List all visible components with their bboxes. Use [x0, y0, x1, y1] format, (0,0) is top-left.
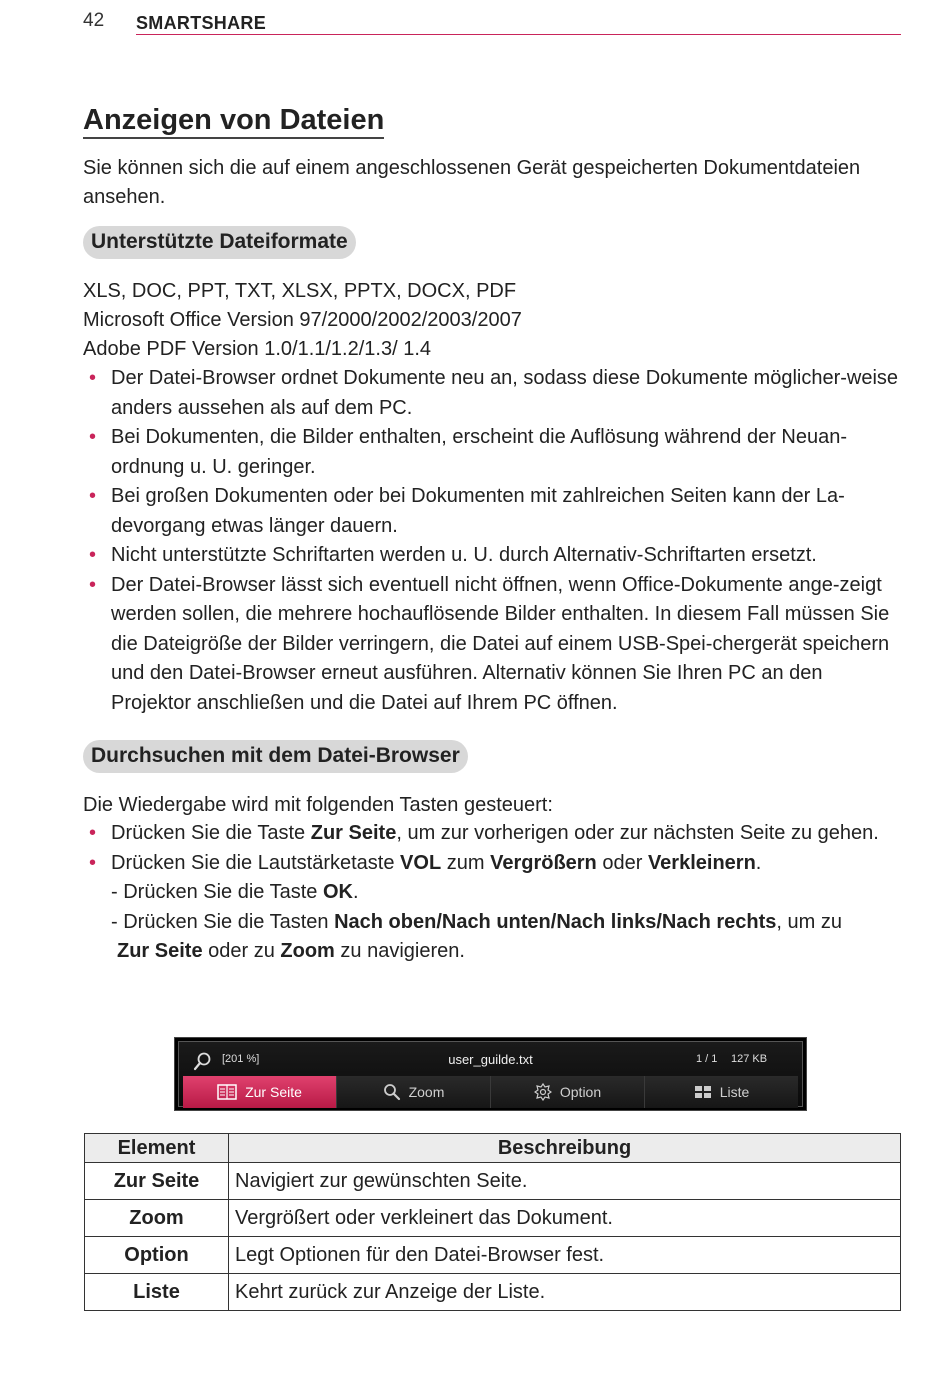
- magnifier-icon: [383, 1083, 401, 1101]
- bullet-icon: •: [89, 367, 97, 389]
- table-header-row: [85, 1134, 901, 1163]
- element-cell: Liste: [85, 1274, 229, 1311]
- column-header: Element: [85, 1134, 229, 1163]
- element-table: [84, 1133, 901, 1311]
- tab-label: Zoom: [408, 1084, 445, 1100]
- text: Drücken Sie die Taste: [111, 822, 311, 844]
- text: - Drücken Sie die Tasten: [111, 910, 335, 933]
- key-name: Zur Seite: [117, 940, 203, 962]
- bullet-icon: •: [89, 426, 97, 448]
- text: , um zu: [776, 910, 842, 933]
- page-header: [83, 10, 901, 36]
- control-item: [83, 849, 901, 967]
- note-text: Der Datei-Browser lässt sich eventuell nicht öffnen, wenn Office-Dokumente ange-zeigt werden sollen, die mehrere hochauflösende Bilder enthalten. In diesem Fall müssen Sie die Dateigröße der Bilder verringern, die Datei auf einem USB-Spei-chergerät speichern und den Datei-Browser erneut ausführen. Alternativ können Sie Ihren PC an den Projektor anschließen und die Datei auf Ihrem PC öffnen.: [111, 573, 890, 714]
- controls-list: [83, 819, 901, 967]
- osd-tab-bar: [183, 1076, 798, 1108]
- intro-text: Sie können sich die auf einem angeschlossenen Gerät gespeicherten Dokumentdateien ansehen.: [83, 157, 861, 208]
- tab-zoom[interactable]: [336, 1076, 490, 1108]
- key-name: VOL: [400, 851, 442, 874]
- note-text: Nicht unterstützte Schriftarten werden u. U. durch Alternativ-Schriftarten ersetzt.: [111, 544, 817, 566]
- page-number: 42: [83, 10, 105, 31]
- text: .: [352, 881, 359, 903]
- control-subline: [111, 937, 901, 967]
- key-name: Nach oben/Nach unten/Nach links/Nach rechts: [334, 910, 777, 933]
- table-row: [85, 1274, 901, 1311]
- bullet-icon: •: [89, 851, 97, 874]
- file-name: user_guilde.txt: [448, 1052, 533, 1067]
- control-subline: [111, 908, 901, 938]
- note-item: [83, 571, 901, 719]
- formats-list: [83, 277, 901, 364]
- element-cell: Zur Seite: [85, 1163, 229, 1200]
- tab-label: Option: [559, 1084, 602, 1100]
- key-name: Zoom: [280, 940, 335, 962]
- tab-option[interactable]: [490, 1076, 644, 1108]
- text: .: [755, 851, 762, 874]
- key-name: Zur Seite: [310, 822, 397, 844]
- tab-label: Zur Seite: [245, 1084, 302, 1100]
- tab-liste[interactable]: [644, 1076, 798, 1108]
- formats-line: XLS, DOC, PPT, TXT, XLSX, PPTX, DOCX, PDF: [83, 280, 517, 302]
- main-content: [83, 103, 901, 967]
- control-item: [83, 819, 901, 849]
- column-header: Beschreibung: [229, 1134, 901, 1163]
- bullet-icon: •: [89, 822, 97, 844]
- text: oder zu: [202, 940, 281, 962]
- formats-line: Adobe PDF Version 1.0/1.1/1.2/1.3/ 1.4: [83, 338, 432, 360]
- bullet-icon: •: [89, 573, 97, 596]
- table-row: [85, 1237, 901, 1274]
- section-name: SMARTSHARE: [136, 13, 267, 33]
- osd-panel: [178, 1041, 803, 1107]
- element-cell: Option: [85, 1237, 229, 1274]
- description-cell: Vergrößert oder verkleinert das Dokument.: [229, 1200, 901, 1237]
- text: Drücken Sie die Lautstärketaste: [111, 851, 401, 874]
- note-text: Der Datei-Browser ordnet Dokumente neu an, sodass diese Dokumente möglicher-weise anders aussehen als auf dem PC.: [111, 367, 899, 419]
- page-icon: [217, 1084, 237, 1100]
- file-browser-osd: [174, 1037, 807, 1111]
- formats-heading: Unterstützte Dateiformate: [83, 226, 356, 259]
- control-subline: [111, 878, 901, 908]
- browse-heading: Durchsuchen mit dem Datei-Browser: [83, 740, 468, 773]
- file-size: 127 KB: [731, 1053, 768, 1065]
- grid-list-icon: [694, 1085, 712, 1099]
- tab-zur-seite[interactable]: [183, 1076, 336, 1108]
- bullet-icon: •: [89, 544, 97, 566]
- note-item: [83, 423, 901, 482]
- description-cell: Kehrt zurück zur Anzeige der Liste.: [229, 1274, 901, 1311]
- bullet-icon: •: [89, 485, 97, 507]
- text: zum: [441, 851, 491, 874]
- note-text: Bei Dokumenten, die Bilder enthalten, erscheint die Auflösung während der Neuan-ordnung u. U. geringer.: [111, 426, 848, 478]
- page-counter: 1 / 1: [696, 1053, 718, 1065]
- note-item: [83, 482, 901, 541]
- page-title: Anzeigen von Dateien: [83, 103, 384, 139]
- key-name: Verkleinern: [647, 851, 756, 874]
- text: - Drücken Sie die Taste: [111, 881, 323, 903]
- text: oder: [596, 851, 648, 874]
- zoom-level: [201 %]: [222, 1053, 260, 1065]
- text: zu navigieren.: [334, 940, 465, 962]
- table-row: [85, 1200, 901, 1237]
- note-item: [83, 364, 901, 423]
- header-rule: [136, 34, 901, 35]
- note-item: [83, 541, 901, 571]
- tab-label: Liste: [719, 1084, 750, 1100]
- key-name: Vergrößern: [490, 851, 597, 874]
- note-text: Bei großen Dokumenten oder bei Dokumenten mit zahlreichen Seiten kann der La-devorgang etwas länger dauern.: [111, 485, 845, 537]
- gear-icon: [534, 1083, 552, 1101]
- description-cell: Legt Optionen für den Datei-Browser fest.: [229, 1237, 901, 1274]
- formats-line: Microsoft Office Version 97/2000/2002/2003/2007: [83, 309, 522, 331]
- controls-intro: Die Wiedergabe wird mit folgenden Tasten gesteuert:: [83, 794, 553, 816]
- element-cell: Zoom: [85, 1200, 229, 1237]
- text: , um zur vorherigen oder zur nächsten Seite zu gehen.: [396, 822, 879, 844]
- description-cell: Navigiert zur gewünschten Seite.: [229, 1163, 901, 1200]
- format-notes: [83, 364, 901, 718]
- table-row: [85, 1163, 901, 1200]
- osd-info-bar: [179, 1042, 802, 1076]
- key-name: OK: [322, 881, 353, 903]
